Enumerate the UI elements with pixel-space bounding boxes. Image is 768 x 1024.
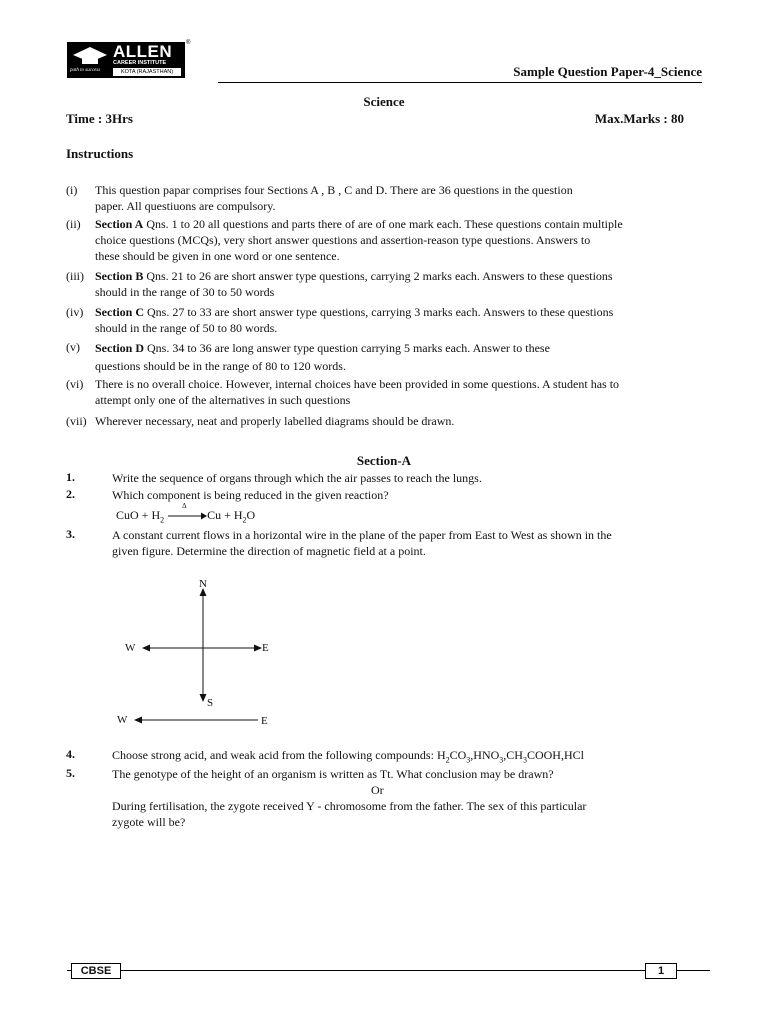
current-arrowhead — [134, 717, 142, 724]
compound-formulas: $H_2CO_3,HNO_3,CH_3COOH,HCl$ — [436, 748, 584, 765]
label-wire-west: W — [117, 714, 128, 726]
instruction-line: attempt only one of the alternatives in such questions — [95, 393, 351, 407]
instruction-item — [66, 413, 706, 431]
allen-logo — [67, 40, 191, 78]
heat-symbol: Δ — [182, 502, 187, 511]
west-arrowhead — [142, 645, 150, 652]
or-separator: Or — [371, 783, 384, 797]
section-a-heading: Section-A — [356, 453, 412, 468]
max-marks-label: Max.Marks : 80 — [594, 111, 684, 126]
logo-brand: ALLEN — [113, 42, 173, 61]
equation-products-end: O — [246, 508, 256, 522]
instruction-number: (ii) — [66, 217, 81, 231]
label-south: S — [207, 697, 214, 709]
instruction-line: questions should be in the range of 80 to 120 words. — [95, 359, 346, 373]
label-west: W — [125, 642, 136, 654]
instruction-item — [66, 216, 706, 268]
reaction-equation — [116, 502, 256, 525]
section-label: Section B — [95, 269, 144, 283]
time-label: Time : 3Hrs — [66, 111, 133, 126]
instruction-line: Qns. 27 to 33 are short answer type questions, carrying 3 marks each. Answers to these questions — [144, 305, 614, 319]
question-number: 3. — [66, 527, 75, 541]
question-number: 5. — [66, 766, 75, 780]
section-label: Section D — [95, 341, 144, 355]
instruction-line: should in the range of 30 to 50 words — [95, 285, 275, 299]
logo-registered-mark: ® — [186, 40, 191, 46]
question-text — [112, 527, 712, 559]
south-arrowhead — [200, 694, 207, 702]
instruction-number: (iii) — [66, 269, 84, 283]
question-text: Which component is being reduced in the given reaction? — [112, 488, 389, 502]
question-text: Write the sequence of organs through which the air passes to reach the lungs. — [112, 471, 482, 485]
instruction-line: paper. All questiuons are compulsory. — [95, 199, 276, 213]
question-line: given figure. Determine the direction of magnetic field at a point. — [112, 544, 426, 558]
compass-arrows — [142, 588, 262, 702]
compass-wire-figure — [110, 572, 280, 732]
instruction-item — [66, 304, 706, 339]
instruction-line: choice questions (MCQs), very short answer questions and assertion-reason type questions. Answers to — [95, 233, 591, 247]
instruction-number: (i) — [66, 183, 78, 197]
instruction-number: (vii) — [66, 414, 87, 428]
subscript: 2 — [242, 515, 247, 525]
question-number: 4. — [66, 747, 75, 761]
instruction-line: This question papar comprises four Sections A , B , C and D. There are 36 questions in the question — [95, 183, 573, 197]
instruction-line: Qns. 34 to 36 are long answer type question carrying 5 marks each. Answer to these — [144, 341, 550, 355]
instruction-line: should in the range of 50 to 80 words. — [95, 321, 278, 335]
instruction-line: Qns. 21 to 26 are short answer type questions, carrying 2 marks each. Answers to these questions — [143, 269, 613, 283]
instruction-line: Wherever necessary, neat and properly labelled diagrams should be drawn. — [95, 414, 455, 428]
east-arrowhead — [254, 645, 262, 652]
subject-title: Science — [363, 94, 405, 109]
subscript: 2 — [160, 515, 165, 525]
equation-products: Cu + H — [207, 508, 243, 522]
question-text: The genotype of the height of an organism is written as Tt. What conclusion may be drawn? — [112, 767, 554, 781]
section-label: Section C — [95, 305, 144, 319]
instruction-line: these should be given in one word or one sentence. — [95, 249, 340, 263]
instruction-line: There is no overall choice. However, internal choices have been provided in some questions. A student has to — [95, 377, 620, 391]
footer-rule — [67, 970, 710, 971]
instruction-item — [66, 339, 706, 376]
question-line: A constant current flows in a horizontal wire in the plane of the paper from East to West as shown in the — [112, 528, 612, 542]
instruction-line: Qns. 1 to 20 all questions and parts there of are of one mark each. These questions contain multiple — [143, 217, 623, 231]
label-east: E — [262, 642, 269, 654]
header-rule — [218, 82, 702, 83]
page-number: 1 — [645, 963, 677, 979]
logo-subtitle: CAREER INSTITUTE — [113, 60, 167, 66]
instruction-number: (vi) — [66, 377, 84, 391]
footer-label: CBSE — [71, 963, 121, 979]
question-line: During fertilisation, the zygote received Y - chromosome from the father. The sex of this particular — [112, 799, 587, 813]
instruction-number: (v) — [66, 340, 80, 354]
section-label: Section A — [95, 217, 144, 231]
instruction-number: (iv) — [66, 305, 84, 319]
instruction-item — [66, 268, 706, 304]
instructions-heading: Instructions — [66, 146, 134, 161]
paper-header-title: Sample Question Paper-4_Science — [513, 64, 702, 79]
question-number: 2. — [66, 487, 75, 501]
instruction-item — [66, 376, 706, 413]
logo-location: KOTA (RAJASTHAN) — [113, 68, 181, 76]
question-line: Choose strong acid, and weak acid from the following compounds: — [112, 748, 437, 762]
reaction-arrow-icon — [167, 502, 207, 522]
question-number: 1. — [66, 470, 75, 484]
question-line: zygote will be? — [112, 815, 186, 829]
alternative-question — [112, 798, 712, 830]
logo-tagline: path to success — [70, 68, 101, 73]
instructions-list — [66, 182, 706, 431]
graduation-cap-icon — [71, 45, 109, 67]
instruction-item — [66, 182, 706, 216]
label-wire-east: E — [261, 715, 268, 727]
wire-current-arrow — [134, 717, 258, 724]
equation-reactants: CuO + H — [116, 508, 161, 522]
label-north: N — [199, 578, 207, 590]
